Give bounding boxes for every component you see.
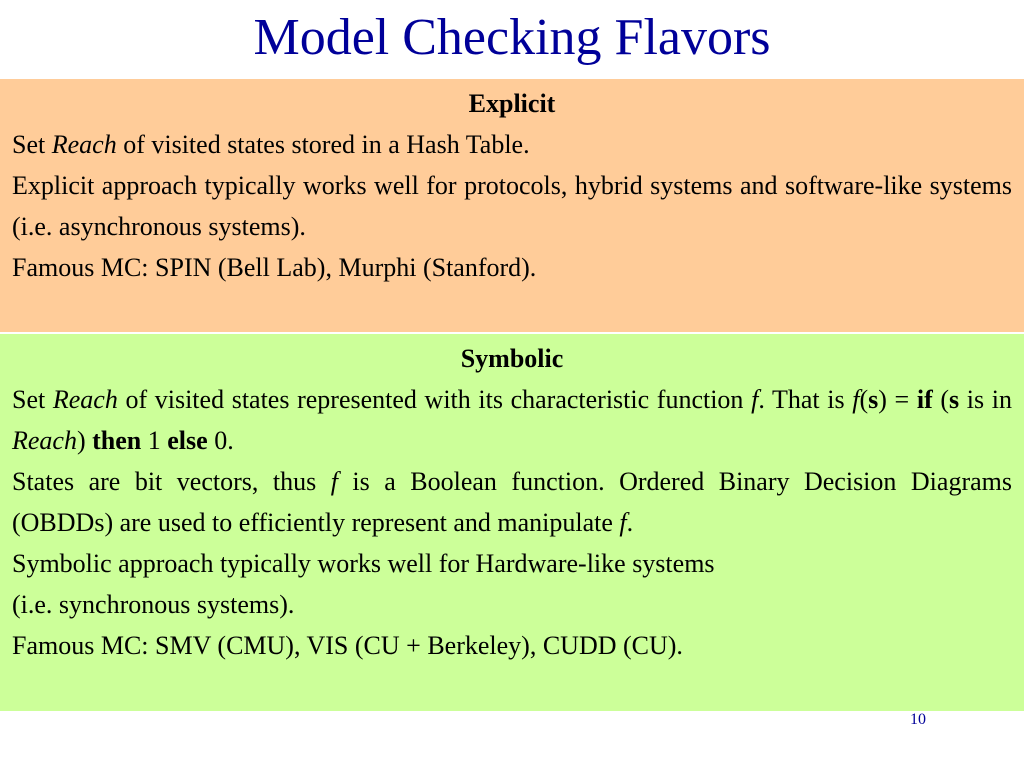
symbolic-heading: Symbolic — [460, 344, 564, 373]
symbolic-approach-line2: (i.e. synchronous systems). — [12, 590, 295, 619]
symbolic-obdd-paragraph — [12, 461, 1012, 543]
symbolic-f-term: f — [751, 385, 759, 414]
symbolic-reach-term-2: Reach — [12, 426, 77, 455]
slide-number: 10 — [910, 711, 926, 728]
symbolic-f-term-2: f — [852, 385, 860, 414]
symbolic-zero: 0. — [207, 426, 234, 455]
symbolic-s-var: s — [868, 385, 879, 414]
symbolic-paren-close: ) — [76, 426, 93, 455]
explicit-reach-term: Reach — [51, 130, 117, 159]
symbolic-s-var-2: s — [949, 385, 960, 414]
symbolic-is-in: is in — [959, 385, 1012, 414]
explicit-famous-mc: Famous MC: SPIN (Bell Lab), Murphi (Stanford). — [12, 253, 537, 282]
slide-title: Model Checking Flavors — [253, 9, 771, 66]
symbolic-paren2: ( — [932, 385, 950, 414]
symbolic-set-text: Set — [12, 385, 53, 414]
symbolic-then-keyword: then — [92, 426, 142, 455]
symbolic-box — [0, 334, 1024, 711]
symbolic-reach-paragraph — [12, 379, 1012, 461]
symbolic-text2: . That is — [758, 385, 853, 414]
explicit-reach-line — [12, 124, 1012, 165]
symbolic-reach-term: Reach — [52, 385, 118, 414]
symbolic-f-term-3: f — [330, 467, 338, 496]
symbolic-f-term-4: f — [619, 508, 627, 537]
symbolic-else-keyword: else — [167, 426, 208, 455]
symbolic-one: 1 — [141, 426, 168, 455]
explicit-heading: Explicit — [468, 89, 556, 118]
explicit-reach-rest: of visited states stored in a Hash Table. — [116, 130, 530, 159]
symbolic-text1: of visited states represented with its characteristic function — [117, 385, 752, 414]
symbolic-open-paren: ( — [859, 385, 869, 414]
symbolic-close-eq: ) = — [878, 385, 917, 414]
symbolic-approach-line1: Symbolic approach typically works well for Hardware-like systems — [12, 549, 715, 578]
symbolic-famous-mc: Famous MC: SMV (CMU), VIS (CU + Berkeley), CUDD (CU). — [12, 631, 683, 660]
explicit-approach-paragraph: Explicit approach typically works well for protocols, hybrid systems and software-like systems (i.e. asynchronous systems). — [12, 171, 1012, 241]
explicit-box — [0, 79, 1024, 332]
symbolic-if-keyword: if — [916, 385, 933, 414]
symbolic-bitvec-text: States are bit vectors, thus — [12, 467, 331, 496]
symbolic-obdd-end: . — [626, 508, 634, 537]
symbolic-obdd-text: is a Boolean function. Ordered Binary Decision Diagrams (OBDDs) are used to efficiently represent and manipulate — [12, 467, 1012, 537]
explicit-set-text: Set — [12, 130, 52, 159]
